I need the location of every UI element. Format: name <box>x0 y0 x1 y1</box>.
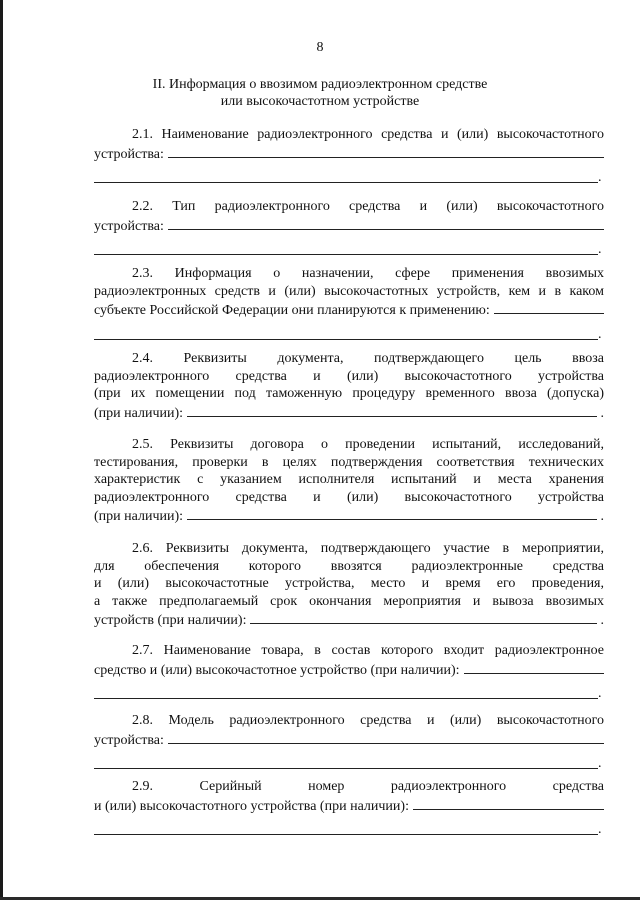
item-2-2 <box>94 198 604 255</box>
item-2-2-label: устройства: <box>94 218 164 234</box>
item-2-6-label: устройств (при наличии): <box>94 613 247 628</box>
item-2-5-text-4: радиоэлектронного средства и (или) высокочастотного устройства <box>94 489 604 505</box>
item-2-9-label: и (или) высокочастотного устройства (при наличии): <box>94 798 409 814</box>
item-2-2-end: . <box>598 242 602 257</box>
item-2-2-blank-2[interactable] <box>94 236 598 255</box>
item-2-8-end: . <box>598 756 602 771</box>
item-2-4 <box>94 350 604 422</box>
item-2-7-text: 2.7. Наименование товара, в состав которого входит радиоэлектронное <box>132 643 604 658</box>
item-2-7-end: . <box>598 686 602 701</box>
item-2-4-text-1: 2.4. Реквизиты документа, подтверждающего цель ввоза <box>132 351 604 366</box>
item-2-2-blank[interactable] <box>168 216 604 230</box>
item-2-2-field[interactable] <box>94 216 604 236</box>
item-2-9-field[interactable] <box>94 796 604 816</box>
item-2-4-end: . <box>600 405 604 421</box>
item-2-6 <box>94 540 604 630</box>
item-2-5-text-2: тестирования, проверки в целях подтверждения соответствия технических <box>94 454 604 470</box>
item-2-7-continuation[interactable] <box>94 679 604 699</box>
item-2-4-text-3: (при их помещении под таможенную процедуру временного ввоза (допуска) <box>94 386 604 401</box>
item-2-5-text-1: 2.5. Реквизиты договора о проведении испытаний, исследований, <box>132 437 604 452</box>
item-2-3-continuation[interactable] <box>94 320 604 340</box>
item-2-8-text: 2.8. Модель радиоэлектронного средства и (или) высокочастотного <box>132 713 604 728</box>
item-2-5-field[interactable] <box>94 506 604 526</box>
item-2-7-label: средство и (или) высокочастотное устройство (при наличии): <box>94 662 460 678</box>
scan-edge-left <box>0 0 3 900</box>
item-2-6-text-4: а также предполагаемый срок окончания мероприятия и вывоза ввозимых <box>94 593 604 609</box>
page-number: 8 <box>316 40 324 55</box>
item-2-8-continuation[interactable] <box>94 749 604 769</box>
item-2-5-end: . <box>600 509 604 524</box>
item-2-4-field[interactable] <box>94 403 604 423</box>
item-2-5-label: (при наличии): <box>94 509 184 524</box>
item-2-5-text-3: характеристик с указанием исполнителя испытаний и места хранения <box>94 472 604 487</box>
item-2-1-end: . <box>598 170 602 185</box>
item-2-6-text-3: и (или) высокочастотные устройства, место и время его проведения, <box>94 576 604 591</box>
item-2-8 <box>94 712 604 769</box>
item-2-1-blank-2[interactable] <box>94 164 598 183</box>
item-2-4-blank[interactable] <box>187 403 596 417</box>
item-2-2-continuation[interactable] <box>94 235 604 255</box>
item-2-9-blank-2[interactable] <box>94 816 598 835</box>
item-2-3-label: субъекте Российской Федерации они планируются к применению: <box>94 303 490 318</box>
item-2-1-continuation[interactable] <box>94 163 604 183</box>
item-2-1-text: 2.1. Наименование радиоэлектронного средства и (или) высокочастотного <box>132 127 604 142</box>
item-2-3 <box>94 265 604 340</box>
item-2-8-label: устройства: <box>94 732 164 748</box>
item-2-6-blank[interactable] <box>250 610 596 624</box>
item-2-9-end: . <box>598 822 602 837</box>
item-2-3-blank[interactable] <box>494 300 604 314</box>
item-2-1-blank[interactable] <box>168 144 604 158</box>
item-2-4-text-2: радиоэлектронного средства и (или) высокочастотного устройства <box>94 368 604 384</box>
item-2-4-label: (при наличии): <box>94 405 184 421</box>
section-title <box>90 76 550 110</box>
item-2-8-blank-2[interactable] <box>94 750 598 769</box>
item-2-1 <box>94 126 604 183</box>
item-2-3-text-1: 2.3. Информация о назначении, сфере применения ввозимых <box>132 266 604 281</box>
item-2-7-field[interactable] <box>94 660 604 680</box>
item-2-6-end: . <box>600 613 604 628</box>
item-2-7-blank[interactable] <box>464 660 604 674</box>
item-2-5 <box>94 436 604 526</box>
item-2-6-field[interactable] <box>94 610 604 630</box>
section-title-line2: или высокочастотном устройстве <box>220 94 420 109</box>
item-2-8-field[interactable] <box>94 730 604 750</box>
item-2-3-end: . <box>598 326 602 342</box>
section-title-line1: II. Информация о ввозимом радиоэлектронном средстве <box>152 77 488 92</box>
item-2-7 <box>94 642 604 699</box>
item-2-9-blank[interactable] <box>413 796 604 810</box>
item-2-2-text: 2.2. Тип радиоэлектронного средства и (или) высокочастотного <box>132 199 604 214</box>
item-2-3-text-2: радиоэлектронных средств и (или) высокочастотных устройств, кем и в каком <box>94 283 604 299</box>
item-2-8-blank[interactable] <box>168 730 604 744</box>
item-2-6-text-1: 2.6. Реквизиты документа, подтверждающего участие в мероприятии, <box>132 541 604 556</box>
item-2-3-blank-2[interactable] <box>94 321 598 340</box>
item-2-9-continuation[interactable] <box>94 815 604 835</box>
item-2-5-blank[interactable] <box>187 506 596 520</box>
item-2-7-blank-2[interactable] <box>94 680 598 699</box>
item-2-6-text-2: для обеспечения которого ввозятся радиоэлектронные средства <box>94 558 604 574</box>
item-2-1-label: устройства: <box>94 146 164 162</box>
item-2-1-field[interactable] <box>94 144 604 164</box>
item-2-9 <box>94 778 604 835</box>
item-2-9-text: 2.9. Серийный номер радиоэлектронного средства <box>132 779 604 794</box>
item-2-3-field[interactable] <box>94 300 604 320</box>
